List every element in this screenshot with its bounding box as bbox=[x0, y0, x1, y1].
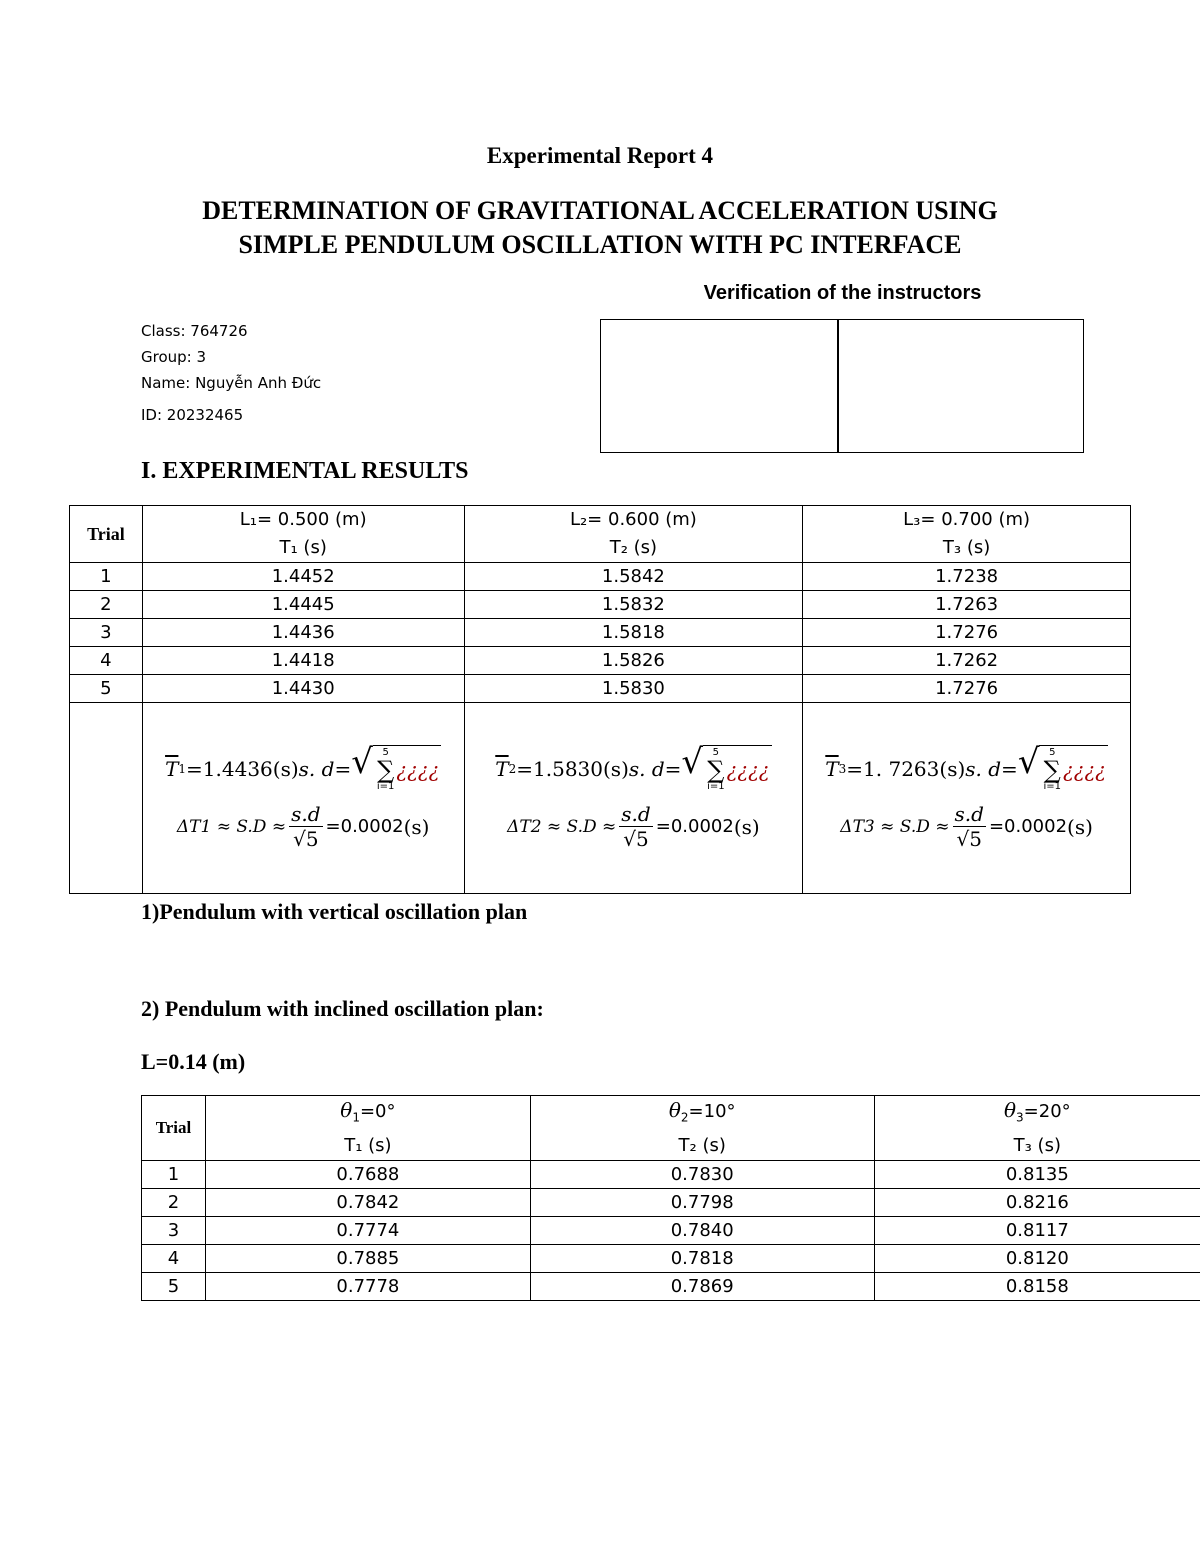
table-row bbox=[70, 675, 1131, 703]
trial-cell: 1 bbox=[70, 563, 143, 591]
period-label: T₃ (s) bbox=[1013, 1134, 1061, 1156]
value-cell: 1.7276 bbox=[803, 675, 1131, 703]
main-title-line-1: DETERMINATION OF GRAVITATIONAL ACCELERATION USING bbox=[202, 196, 998, 225]
main-title-line-2: SIMPLE PENDULUM OSCILLATION WITH PC INTERFACE bbox=[238, 230, 962, 259]
angle-label: $\theta_2=10^\circ$ bbox=[668, 1098, 736, 1125]
main-title bbox=[0, 194, 1200, 262]
value-cell: 1.4436 bbox=[142, 619, 464, 647]
summary-row bbox=[70, 703, 1131, 894]
table-row bbox=[70, 563, 1131, 591]
uncertainty-formula: ΔT1 ≈ S.D ≈ $\frac{s.d}{√5}$ =0.0002 (s) bbox=[176, 802, 430, 851]
value-cell: 1.4452 bbox=[142, 563, 464, 591]
summary-cell bbox=[142, 703, 464, 894]
value-cell: 0.7818 bbox=[530, 1244, 874, 1272]
table-header-row bbox=[142, 1096, 1200, 1161]
value-cell: 0.7798 bbox=[530, 1188, 874, 1216]
length-label: L₂= 0.600 (m) bbox=[569, 509, 697, 530]
period-label: T₃ (s) bbox=[942, 537, 991, 558]
uncertainty-formula: ΔT2 ≈ S.D ≈ $\frac{s.d}{√5}$ =0.0002 (s) bbox=[507, 802, 760, 851]
value-cell: 1.5826 bbox=[464, 647, 803, 675]
value-cell: 1.7262 bbox=[803, 647, 1131, 675]
value-cell: 1.7238 bbox=[803, 563, 1131, 591]
value-cell: 0.7869 bbox=[530, 1272, 874, 1300]
trial-cell: 1 bbox=[142, 1160, 206, 1188]
mean-formula: $\overline{T}$ 1 =1.4436 (s) s. d= √ 5 ∑ i=1 ¿¿¿¿ bbox=[165, 742, 440, 792]
column-header bbox=[205, 1096, 530, 1161]
verification-box bbox=[600, 319, 1084, 453]
trial-cell: 4 bbox=[142, 1244, 206, 1272]
value-cell: 0.7885 bbox=[205, 1244, 530, 1272]
value-cell: 0.7842 bbox=[205, 1188, 530, 1216]
subsection-inclined: 2) Pendulum with inclined oscillation plan: bbox=[141, 996, 544, 1021]
value-cell: 0.7830 bbox=[530, 1160, 874, 1188]
group-info: Group: 3 bbox=[141, 348, 207, 366]
trial-cell: 2 bbox=[70, 591, 143, 619]
length-value: L=0.14 (m) bbox=[141, 1049, 246, 1074]
table-row bbox=[142, 1244, 1200, 1272]
value-cell: 0.8216 bbox=[874, 1188, 1200, 1216]
value-cell: 1.7263 bbox=[803, 591, 1131, 619]
trial-cell: 5 bbox=[70, 675, 143, 703]
name-info: Name: Nguyễn Anh Đức bbox=[141, 374, 322, 392]
period-label: T₁ (s) bbox=[344, 1134, 392, 1156]
value-cell: 0.7688 bbox=[205, 1160, 530, 1188]
value-cell: 1.4445 bbox=[142, 591, 464, 619]
table-row bbox=[142, 1272, 1200, 1300]
results-table bbox=[69, 505, 1131, 894]
value-cell: 0.8135 bbox=[874, 1160, 1200, 1188]
trial-cell: 4 bbox=[70, 647, 143, 675]
column-header bbox=[142, 506, 464, 563]
value-cell: 0.7840 bbox=[530, 1216, 874, 1244]
report-title: Experimental Report 4 bbox=[486, 143, 714, 168]
angle-label: $\theta_3=20^\circ$ bbox=[1003, 1098, 1071, 1125]
value-cell: 1.5830 bbox=[464, 675, 803, 703]
value-cell: 1.5842 bbox=[464, 563, 803, 591]
inclined-table bbox=[141, 1095, 1200, 1301]
verification-label: Verification of the instructors bbox=[703, 282, 982, 304]
section-title: I. EXPERIMENTAL RESULTS bbox=[141, 458, 469, 484]
length-label: L₃= 0.700 (m) bbox=[903, 509, 1031, 530]
table-row bbox=[70, 647, 1131, 675]
value-cell: 0.7774 bbox=[205, 1216, 530, 1244]
trial-cell: 3 bbox=[142, 1216, 206, 1244]
summary-cell bbox=[464, 703, 803, 894]
value-cell: 1.4418 bbox=[142, 647, 464, 675]
trial-cell: 3 bbox=[70, 619, 143, 647]
empty-cell bbox=[70, 703, 143, 894]
period-label: T₂ (s) bbox=[678, 1134, 726, 1156]
mean-formula: $\overline{T}$ 3 =1. 7263 (s) s. d= √ 5 ∑ i=1 ¿¿¿¿ bbox=[825, 742, 1106, 792]
period-label: T₁ (s) bbox=[279, 537, 327, 558]
trial-header: Trial bbox=[70, 506, 143, 563]
uncertainty-formula: ΔT3 ≈ S.D ≈ $\frac{s.d}{√5}$ =0.0002 (s) bbox=[840, 802, 1093, 851]
verification-divider bbox=[837, 320, 839, 452]
column-header bbox=[803, 506, 1131, 563]
mean-formula: $\overline{T}$ 2 =1.5830 (s) s. d= √ 5 ∑ i=1 ¿¿¿¿ bbox=[495, 742, 770, 792]
period-label: T₂ (s) bbox=[609, 537, 658, 558]
column-header bbox=[530, 1096, 874, 1161]
value-cell: 0.7778 bbox=[205, 1272, 530, 1300]
table-row bbox=[70, 591, 1131, 619]
value-cell: 1.7276 bbox=[803, 619, 1131, 647]
table-row bbox=[70, 619, 1131, 647]
value-cell: 0.8120 bbox=[874, 1244, 1200, 1272]
table-row bbox=[142, 1216, 1200, 1244]
angle-label: $\theta_1=0^\circ$ bbox=[340, 1098, 396, 1125]
subsection-vertical: 1)Pendulum with vertical oscillation plan bbox=[141, 899, 528, 924]
id-info: ID: 20232465 bbox=[141, 406, 244, 424]
length-label: L₁= 0.500 (m) bbox=[239, 509, 367, 530]
table-row bbox=[142, 1188, 1200, 1216]
trial-cell: 2 bbox=[142, 1188, 206, 1216]
trial-cell: 5 bbox=[142, 1272, 206, 1300]
value-cell: 0.8158 bbox=[874, 1272, 1200, 1300]
value-cell: 1.5818 bbox=[464, 619, 803, 647]
table-header-row bbox=[70, 506, 1131, 563]
column-header bbox=[874, 1096, 1200, 1161]
value-cell: 1.4430 bbox=[142, 675, 464, 703]
class-info: Class: 764726 bbox=[141, 322, 248, 340]
trial-header: Trial bbox=[142, 1096, 206, 1161]
summary-cell bbox=[803, 703, 1131, 894]
value-cell: 0.8117 bbox=[874, 1216, 1200, 1244]
value-cell: 1.5832 bbox=[464, 591, 803, 619]
table-row bbox=[142, 1160, 1200, 1188]
column-header bbox=[464, 506, 803, 563]
